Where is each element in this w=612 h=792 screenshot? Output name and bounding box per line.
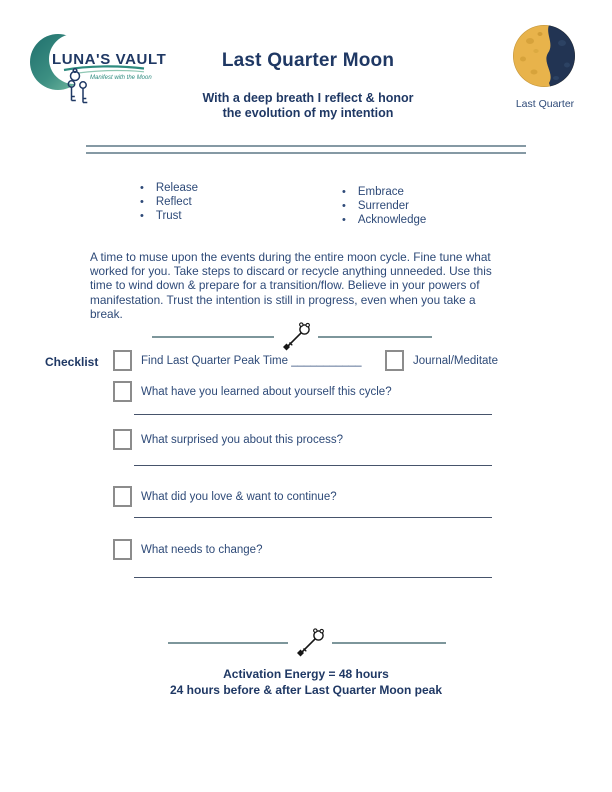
divider-line <box>318 336 432 338</box>
keywords-right <box>342 185 426 227</box>
divider-line <box>168 642 288 644</box>
skeleton-key-icon <box>279 322 313 352</box>
empty-checkbox-icon[interactable] <box>113 539 132 560</box>
activation-energy-line-2: 24 hours before & after Last Quarter Moon peak <box>169 682 443 697</box>
empty-checkbox-icon[interactable] <box>113 429 132 450</box>
checklist-question-label: What have you learned about yourself this cycle? <box>141 385 392 398</box>
affirmation-line-1: With a deep breath I reflect & honor <box>202 91 414 105</box>
checklist-row-question-1 <box>113 381 392 402</box>
checklist-row-journal <box>385 350 498 371</box>
checklist-row-question-2 <box>113 429 343 450</box>
divider-line <box>152 336 274 338</box>
keyword-item <box>342 199 426 213</box>
keyword-item <box>140 181 198 195</box>
keyword-label: Release <box>155 182 199 194</box>
keyword-label: Acknowledge <box>357 214 427 226</box>
bullet-icon: • <box>342 186 346 198</box>
answer-line[interactable] <box>134 414 492 415</box>
skeleton-key-icon <box>293 628 327 658</box>
keyword-label: Reflect <box>155 196 192 208</box>
affirmation-line-2: the evolution of my intention <box>222 106 394 120</box>
keyword-item <box>140 195 198 209</box>
checklist-heading: Checklist <box>45 355 99 369</box>
activation-energy-line-1: Activation Energy = 48 hours <box>223 667 389 681</box>
keyword-label: Trust <box>155 210 182 222</box>
bullet-icon: • <box>342 214 346 226</box>
key-divider <box>168 628 446 658</box>
checklist-row-peak-time <box>113 350 362 371</box>
checklist-row-question-3 <box>113 486 337 507</box>
intro-paragraph: A time to muse upon the events during the entire moon cycle. Fine tune what worked for you. Take steps to discard or recycle anything unneeded. Use this time to wind down & prepare for a transition/flow. Believe in your powers of manifestation. Trust the intention is still in progress, even when you take a break. <box>90 250 492 321</box>
empty-checkbox-icon[interactable] <box>113 350 132 371</box>
empty-checkbox-icon[interactable] <box>113 486 132 507</box>
checklist-item-label: Journal/Meditate <box>413 354 499 367</box>
header <box>160 50 456 121</box>
affirmation <box>160 91 456 121</box>
empty-checkbox-icon[interactable] <box>385 350 404 371</box>
key-divider <box>152 322 432 352</box>
logo-tagline: Manifest with the Moon <box>90 75 152 81</box>
checklist-question-label: What needs to change? <box>141 543 263 556</box>
bullet-icon: • <box>140 196 144 208</box>
keyword-label: Surrender <box>357 200 409 212</box>
answer-line[interactable] <box>134 577 492 578</box>
keyword-item <box>140 209 198 223</box>
keyword-label: Embrace <box>357 186 404 198</box>
checklist-question-label: What did you love & want to continue? <box>141 490 337 503</box>
bullet-icon: • <box>342 200 346 212</box>
activation-energy-note <box>0 667 612 698</box>
checklist-question-label: What surprised you about this process? <box>141 433 343 446</box>
logo-wordmark: LUNA'S VAULT <box>52 51 167 68</box>
checklist-row-question-4 <box>113 539 262 560</box>
rule-bottom <box>86 152 526 154</box>
double-rule <box>86 145 526 154</box>
moon-phase-figure <box>502 23 588 110</box>
bullet-icon: • <box>140 182 144 194</box>
empty-checkbox-icon[interactable] <box>113 381 132 402</box>
answer-line[interactable] <box>134 517 492 518</box>
last-quarter-moon-icon <box>506 23 584 89</box>
bullet-icon: • <box>140 210 144 222</box>
divider-line <box>332 642 446 644</box>
answer-line[interactable] <box>134 465 492 466</box>
keywords-left <box>140 181 198 223</box>
page-title: Last Quarter Moon <box>221 50 395 71</box>
keyword-item <box>342 213 426 227</box>
checklist-item-label: Find Last Quarter Peak Time ___________ <box>141 354 362 367</box>
moon-phase-label: Last Quarter <box>515 98 575 110</box>
rule-top <box>86 145 526 147</box>
keyword-item <box>342 185 426 199</box>
